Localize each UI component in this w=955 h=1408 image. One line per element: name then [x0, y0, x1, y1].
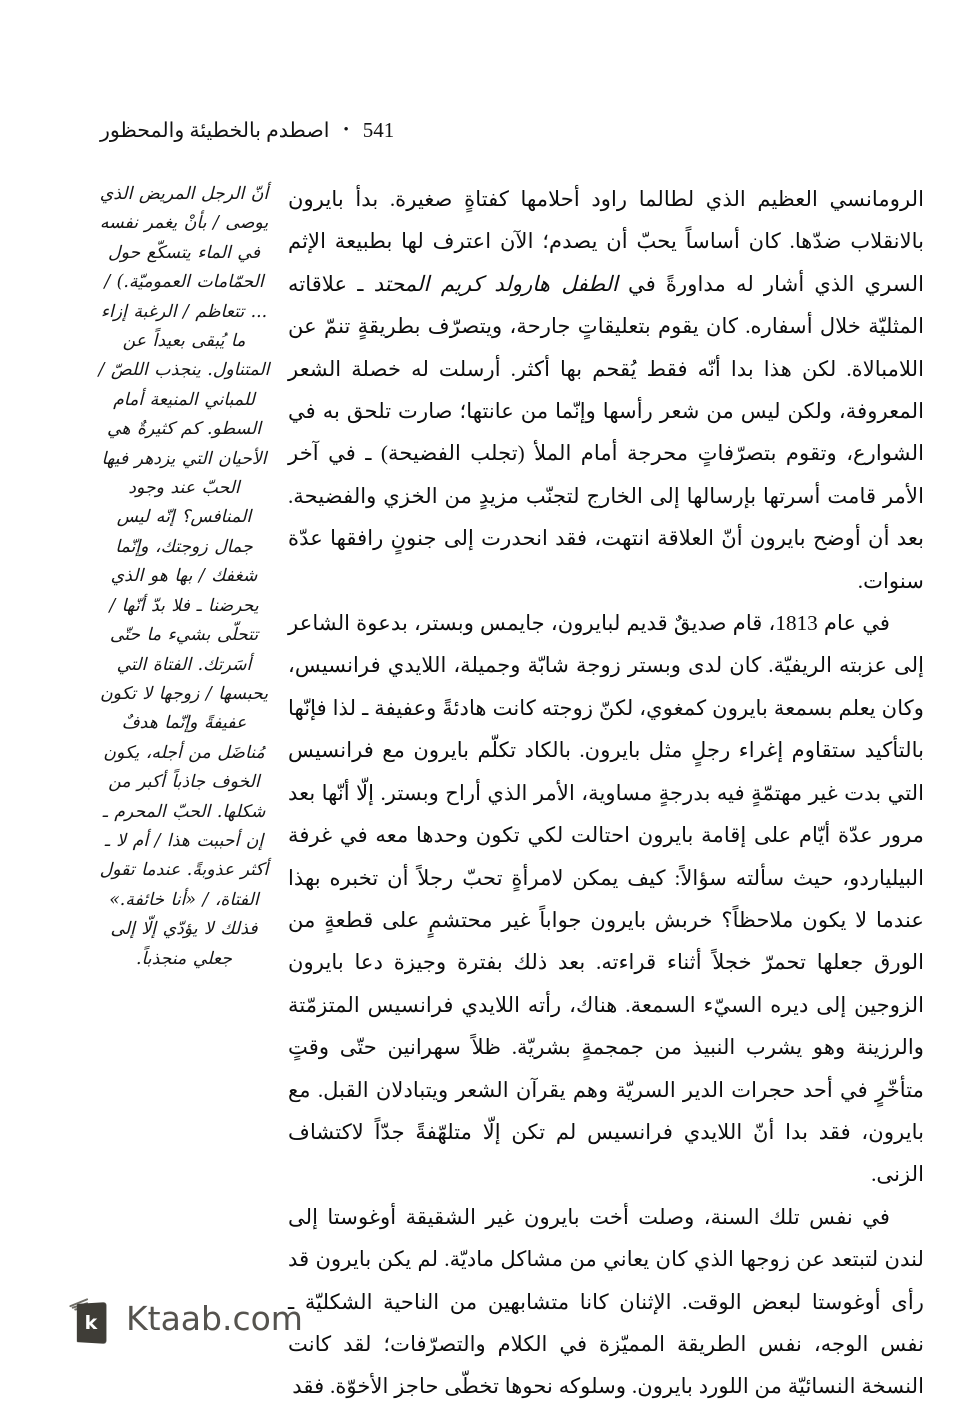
- running-head: [100, 118, 400, 152]
- main-text-column: [288, 178, 924, 1399]
- watermark: [68, 1288, 303, 1348]
- book-icon: [68, 1293, 114, 1343]
- work-title: الطفل هارولد كريم المحتد: [373, 270, 618, 296]
- watermark-brand: Ktaab.com: [126, 1298, 303, 1338]
- margin-note-text: أنّ الرجل المريض الذي يوصى / بأنْ يغمر نفسه في الماء يتسكّع حول الحمّامات العموميّة.) / ... تتعاظم / الرغبة إزاء ما يُبقى بعيداً عن المتناول. ينجذب اللصّ / للمباني المنيعة أمام السطو. كم كثيرةٌ هي الأحيان التي يزدهر فيها الحبّ عند وجود المنافس؟ إنّه ليس جمال زوجتك، وإنّما شغفك / بها هو الذي يحرضنا ـ فلا بدّ أنّها / تتحلّى بشيء ما حتّى أسَرتك. الفتاة التي يحبسها / زوجها لا تكون عفيفةً وإنّما هدفٌ مُناضَل من أجله، يكون الخوف جاذباً أكبر من شكلها. الحبّ المحرم ـ إن أحببت هذا / أم لا ـ أكثر عذوبةً. عندما تقول الفتاة، / «أنا خائفة.» فذلك لا يؤدّي إلّا إلى جعلي منجذباً.: [98, 184, 270, 969]
- book-letter: k: [84, 1311, 98, 1334]
- page-number: 541: [362, 118, 395, 142]
- paragraph: في عام 1813، قام صديقٌ قديم لبايرون، جايمس وبستر، بدعوة الشاعر إلى عزبته الريفيّة. كان لدى وبستر زوجة شابّة وجميلة، اللايدي فرانسيس، وكان يعلم بسمعة بايرون كمغوي، لكنّ زوجته كانت هادئةً وعفيفة ـ لذا فإنّها بالتأكيد ستقاوم إغراء رجلٍ مثل بايرون. بالكاد تكلّم بايرون مع فرانسيس التي بدت غير مهتمّةٍ فيه بدرجةٍ مساوية، الأمر الذي أراح وبستر. إلّا أنّها بعد مرور عدّة أيّام على إقامة بايرون احتالت لكي تكون وحدها معه في غرفة البيلياردو، حيث سألته سؤالاً: كيف يمكن لامرأةٍ تحبّ رجلاً أن تخبره بهذا عندما لا يكون ملاحظاً؟ خربش بايرون جواباً غير محتشمٍ على قطعةٍ من الورق جعلها تحمرّ خجلاً أثناء قراءته. بعد ذلك بفترة وجيزة دعا بايرون الزوجين إلى ديره السيّء السمعة. هناك، رأته اللايدي فرانسيس المتزمّتة والرزينة وهو يشرب النبيذ من جمجمةٍ بشريّة. ظلاً سهرانين حتّى وقتٍ متأخّرٍ في أحد حجرات الدير السريّة وهم يقرآن الشعر ويتبادلان القبل. مع بايرون، فقد بدا أنّ اللايدي فرانسيس لم تكن إلّا متلهّفةً جدّاً لاكتشاف الزنى.: [288, 611, 924, 1187]
- paragraph: في نفس تلك السنة، وصلت أخت بايرون غير الشقيقة أوغوستا إلى لندن لتبتعد عن زوجها الذي كان يعاني من مشاكل ماديّة. لم يكن بايرون قد رأى أوغوستا لبعض الوقت. الإثنان كانا متشابهين من الناحية الشكليّة ـ نفس الوجه، نفس الطريقة المميّزة في الكلام والتصرّفات؛ لقد كانت النسخة النسائيّة من اللورد بايرون. وسلوكه نحوها تخطّى حاجز الأخوّة. فقد: [288, 1204, 924, 1399]
- paragraph: الرومانسي العظيم الذي لطالما راود أحلامها كفتاةٍ صغيرة. بدأ بايرون بالانقلاب ضدّها. كان أساساً يحبّ أن يصدم؛ الآن اعترف لها بطبيعة الإثم السري الذي أشار له مداورةً في الطفل هارولد كريم المحتد ـ علاقاته المثليّة خلال أسفاره. كان يقوم بتعليقاتٍ جارحة، ويتصرّف بطريقةٍ تنمّ عن اللامبالاة. لكن هذا بدا أنّه فقط يُقحم بها أكثر. أرسلت له خصلة الشعر المعروفة، ولكن ليس من شعر رأسها وإنّما من عانتها؛ صارت تلحق به في الشوارع، وتقوم بتصرّفاتٍ محرجة أمام الملأ (تجلب الفضيحة) ـ في آخر الأمر قامت أسرتها بإرسالها إلى الخارج لتجنّب مزيدٍ من الخزي والفضيحة. بعد أن أوضح بايرون أنّ العلاقة انتهت، فقد انحدرت إلى جنونٍ رافقها عدّة سنوات.: [288, 187, 924, 593]
- separator-dot: •: [343, 122, 349, 138]
- margin-note-column: [96, 178, 272, 1248]
- chapter-title: اصطدم بالخطيئة والمحظور: [100, 120, 330, 142]
